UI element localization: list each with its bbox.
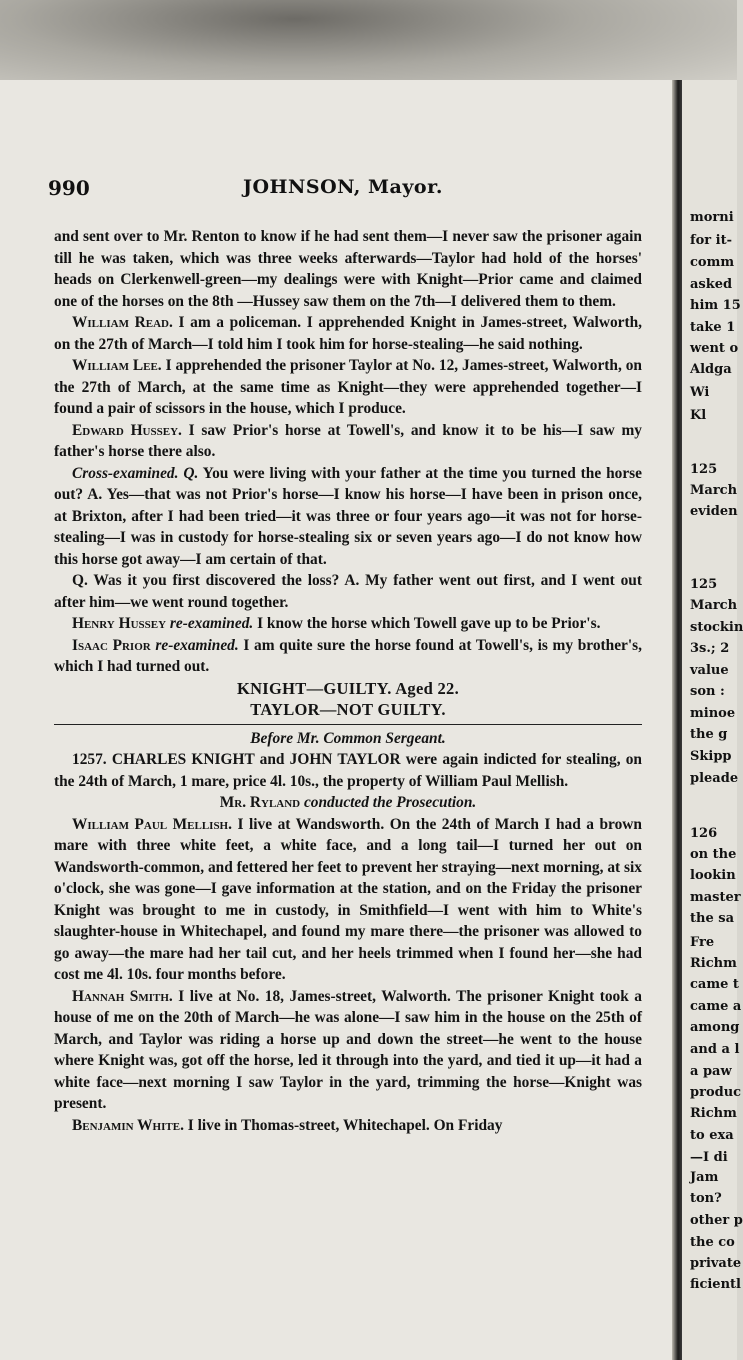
facing-page-fragment: the g — [690, 727, 728, 742]
testimony-henry-hussey: Henry Hussey re-examined. I know the horse which Towell gave up to be Prior's. — [72, 615, 601, 632]
court-heading: Before Mr. Common Sergeant. — [250, 729, 446, 747]
facing-page-fragment: lookin — [690, 868, 736, 883]
testimony-benjamin-white: Benjamin White. I live in Thomas-street, Whitechapel. On Friday — [72, 1116, 503, 1134]
verdict-knight: KNIGHT—GUILTY. Aged 22. — [236, 678, 460, 698]
facing-page-fragment: Wi — [690, 385, 710, 400]
testimony-william-read: William Read. I am a policeman. I apprehended Knight in James-street, Walworth, on the 27th of March—I told him I took him for horse-stealing—he said nothing. — [54, 314, 642, 353]
facing-page-fragment: and a l — [690, 1042, 740, 1057]
speaker-name: William Lee. — [72, 357, 162, 374]
speaker-name: Henry Hussey — [72, 615, 167, 632]
counsel-name: Mr. Ryland — [219, 794, 301, 811]
facing-page-fragment: ficientl — [690, 1277, 741, 1292]
testimony-hannah-smith: Hannah Smith. I live at No. 18, James-street, Walworth. The prisoner Knight took a house of me on the 20th of March—he was alone—I saw him in the house on the 25th of March, and Taylor was riding a horse up and down the street—he went to the house where Knight was, got off the horse, led it through into the yard, and tied it up—it had a white face—next morning I saw Taylor in the yard, trimming the horse—Knight was present. — [54, 987, 642, 1112]
section-lead: Cross-examined. Q. — [72, 464, 199, 482]
page-header — [48, 176, 638, 200]
facing-page-fragment: comm — [690, 255, 735, 270]
facing-page-fragment: morni — [690, 210, 734, 225]
section-divider — [54, 724, 642, 725]
facing-page-fragment: asked — [690, 277, 733, 292]
testimony-william-paul-mellish: William Paul Mellish. I live at Wandsworth. On the 24th of March I had a brown mare with three white feet, a white face, and a long tail—I turned her out on Wandsworth-common, and fettered her feet to prevent her straying—next morning, at six o'clock, she was gone—I gave information at the station, and on the Friday the prisoner Knight was brought to me in custody, in Smithfield—I went with him to White's slaughter-house in Whitechapel, and found my mare there—the prisoner was allowed to go away—the mare had her tail cut, and her heels trimmed when I found her—she had cost me 4l. 10s. four months before. — [54, 815, 642, 983]
facing-page-fragment: ton? — [690, 1191, 722, 1206]
facing-page-fragment: produc — [690, 1085, 742, 1100]
facing-page-fragment: eviden — [690, 504, 738, 519]
facing-page-fragment: came t — [690, 977, 739, 992]
speaker-name: Hannah Smith. — [72, 987, 173, 1005]
page-number: 990 — [48, 176, 90, 200]
facing-page-fragment: Skipp — [690, 749, 732, 764]
facing-page-fragment: Jam — [690, 1170, 719, 1185]
facing-page-fragment: among — [690, 1020, 740, 1035]
facing-page-fragment: Aldga — [690, 362, 732, 377]
facing-page-fragment: 3s.; 2 — [690, 641, 730, 656]
facing-page-fragment: —I di — [690, 1150, 728, 1165]
page-body — [54, 226, 642, 1136]
facing-page-fragment: other p — [690, 1213, 743, 1228]
facing-page-fragment: March — [690, 598, 738, 613]
facing-page-fragment: March — [690, 483, 738, 498]
speaker-name: Isaac Prior — [72, 636, 151, 654]
cross-examination: Cross-examined. Q. You were living with your father at the time you turned the horse out? A. Yes—that was not Prior's horse—I know his horse—I have been in prison once, at Brixton, after I had been tried—it was three or four years ago—it was not for horse-stealing—I was in custody for horse-stealing six or seven years ago—I do not know how this horse got away—I am certain of that. — [54, 464, 642, 568]
facing-page-fragment: master — [690, 890, 741, 905]
verdict-taylor: TAYLOR—NOT GUILTY. — [250, 700, 446, 719]
testimony-edward-hussey: Edward Hussey. I saw Prior's horse at Towell's, and know it to be his—I saw my father's horse there also. — [54, 421, 642, 460]
facing-page-fragment: on the — [690, 847, 737, 862]
facing-page-fragment: value — [690, 663, 729, 678]
facing-page-fragment: take 1 — [690, 320, 736, 335]
facing-page-fragment: private — [690, 1256, 742, 1271]
facing-page-fragment: son : — [690, 684, 725, 699]
facing-page-fragment: went o — [690, 341, 739, 356]
facing-page-fragment: 125 — [690, 462, 718, 477]
facing-page-fragment: Richm — [690, 956, 737, 971]
indictment-1257: 1257. CHARLES KNIGHT and JOHN TAYLOR were again indicted for stealing, on the 24th of March, 1 mare, price 4l. 10s., the property of William Paul Mellish. — [54, 751, 642, 790]
speaker-name: Edward Hussey. — [72, 421, 182, 439]
speaker-name: William Paul Mellish. — [72, 815, 232, 833]
running-head: JOHNSON, Mayor. — [243, 176, 443, 198]
facing-page-fragment: to exa — [690, 1128, 734, 1143]
facing-page-fragment: minoe — [690, 706, 736, 721]
question-answer: Q. Was it you first discovered the loss? A. My father went out first, and I went out after him—we went round together. — [54, 572, 642, 611]
facing-page-fragment: came a — [690, 999, 742, 1014]
facing-page-edge — [682, 80, 743, 1360]
facing-page-fragment: the sa — [690, 911, 734, 926]
speaker-name: William Read. — [72, 314, 173, 331]
prosecution-note: Mr. Ryland conducted the Prosecution. — [219, 794, 477, 811]
speaker-name: Benjamin White. — [72, 1116, 184, 1134]
book-gutter — [672, 80, 682, 1360]
facing-page-fragment: Kl — [690, 408, 707, 423]
facing-page-fragment: for it- — [690, 233, 732, 248]
facing-page-fragment: Richm — [690, 1106, 737, 1121]
facing-page-fragment: the co — [690, 1235, 735, 1250]
facing-page-fragment: pleade — [690, 771, 739, 786]
testimony-william-lee: William Lee. I apprehended the prisoner Taylor at No. 12, James-street, Walworth, on the 27th of March, at the same time as Knight—they were apprehended together—I found a pair of scissors in the house, which I produce. — [54, 357, 642, 417]
facing-page-fragment: 125 — [690, 577, 718, 592]
testimony-isaac-prior: Isaac Prior re-examined. I am quite sure the horse found at Towell's, is my brother's, which I had turned out. — [54, 636, 642, 675]
paragraph: and sent over to Mr. Renton to know if he had sent them—I never saw the prisoner again till he was taken, which was three weeks afterwards—Taylor had hold of the horses' heads on Clerkenwell-green—my dealings were with Knight—Prior came and claimed one of the horses on the 8th —Hussey saw them on the 7th—I delivered them to them. — [54, 228, 642, 310]
facing-page-fragment: him 15 — [690, 298, 741, 313]
facing-page-fragment: Fre — [690, 935, 715, 950]
facing-page-fragment: 126 — [690, 826, 718, 841]
facing-page-fragment: stockin — [690, 620, 743, 635]
facing-page-fragment: a paw — [690, 1064, 732, 1079]
